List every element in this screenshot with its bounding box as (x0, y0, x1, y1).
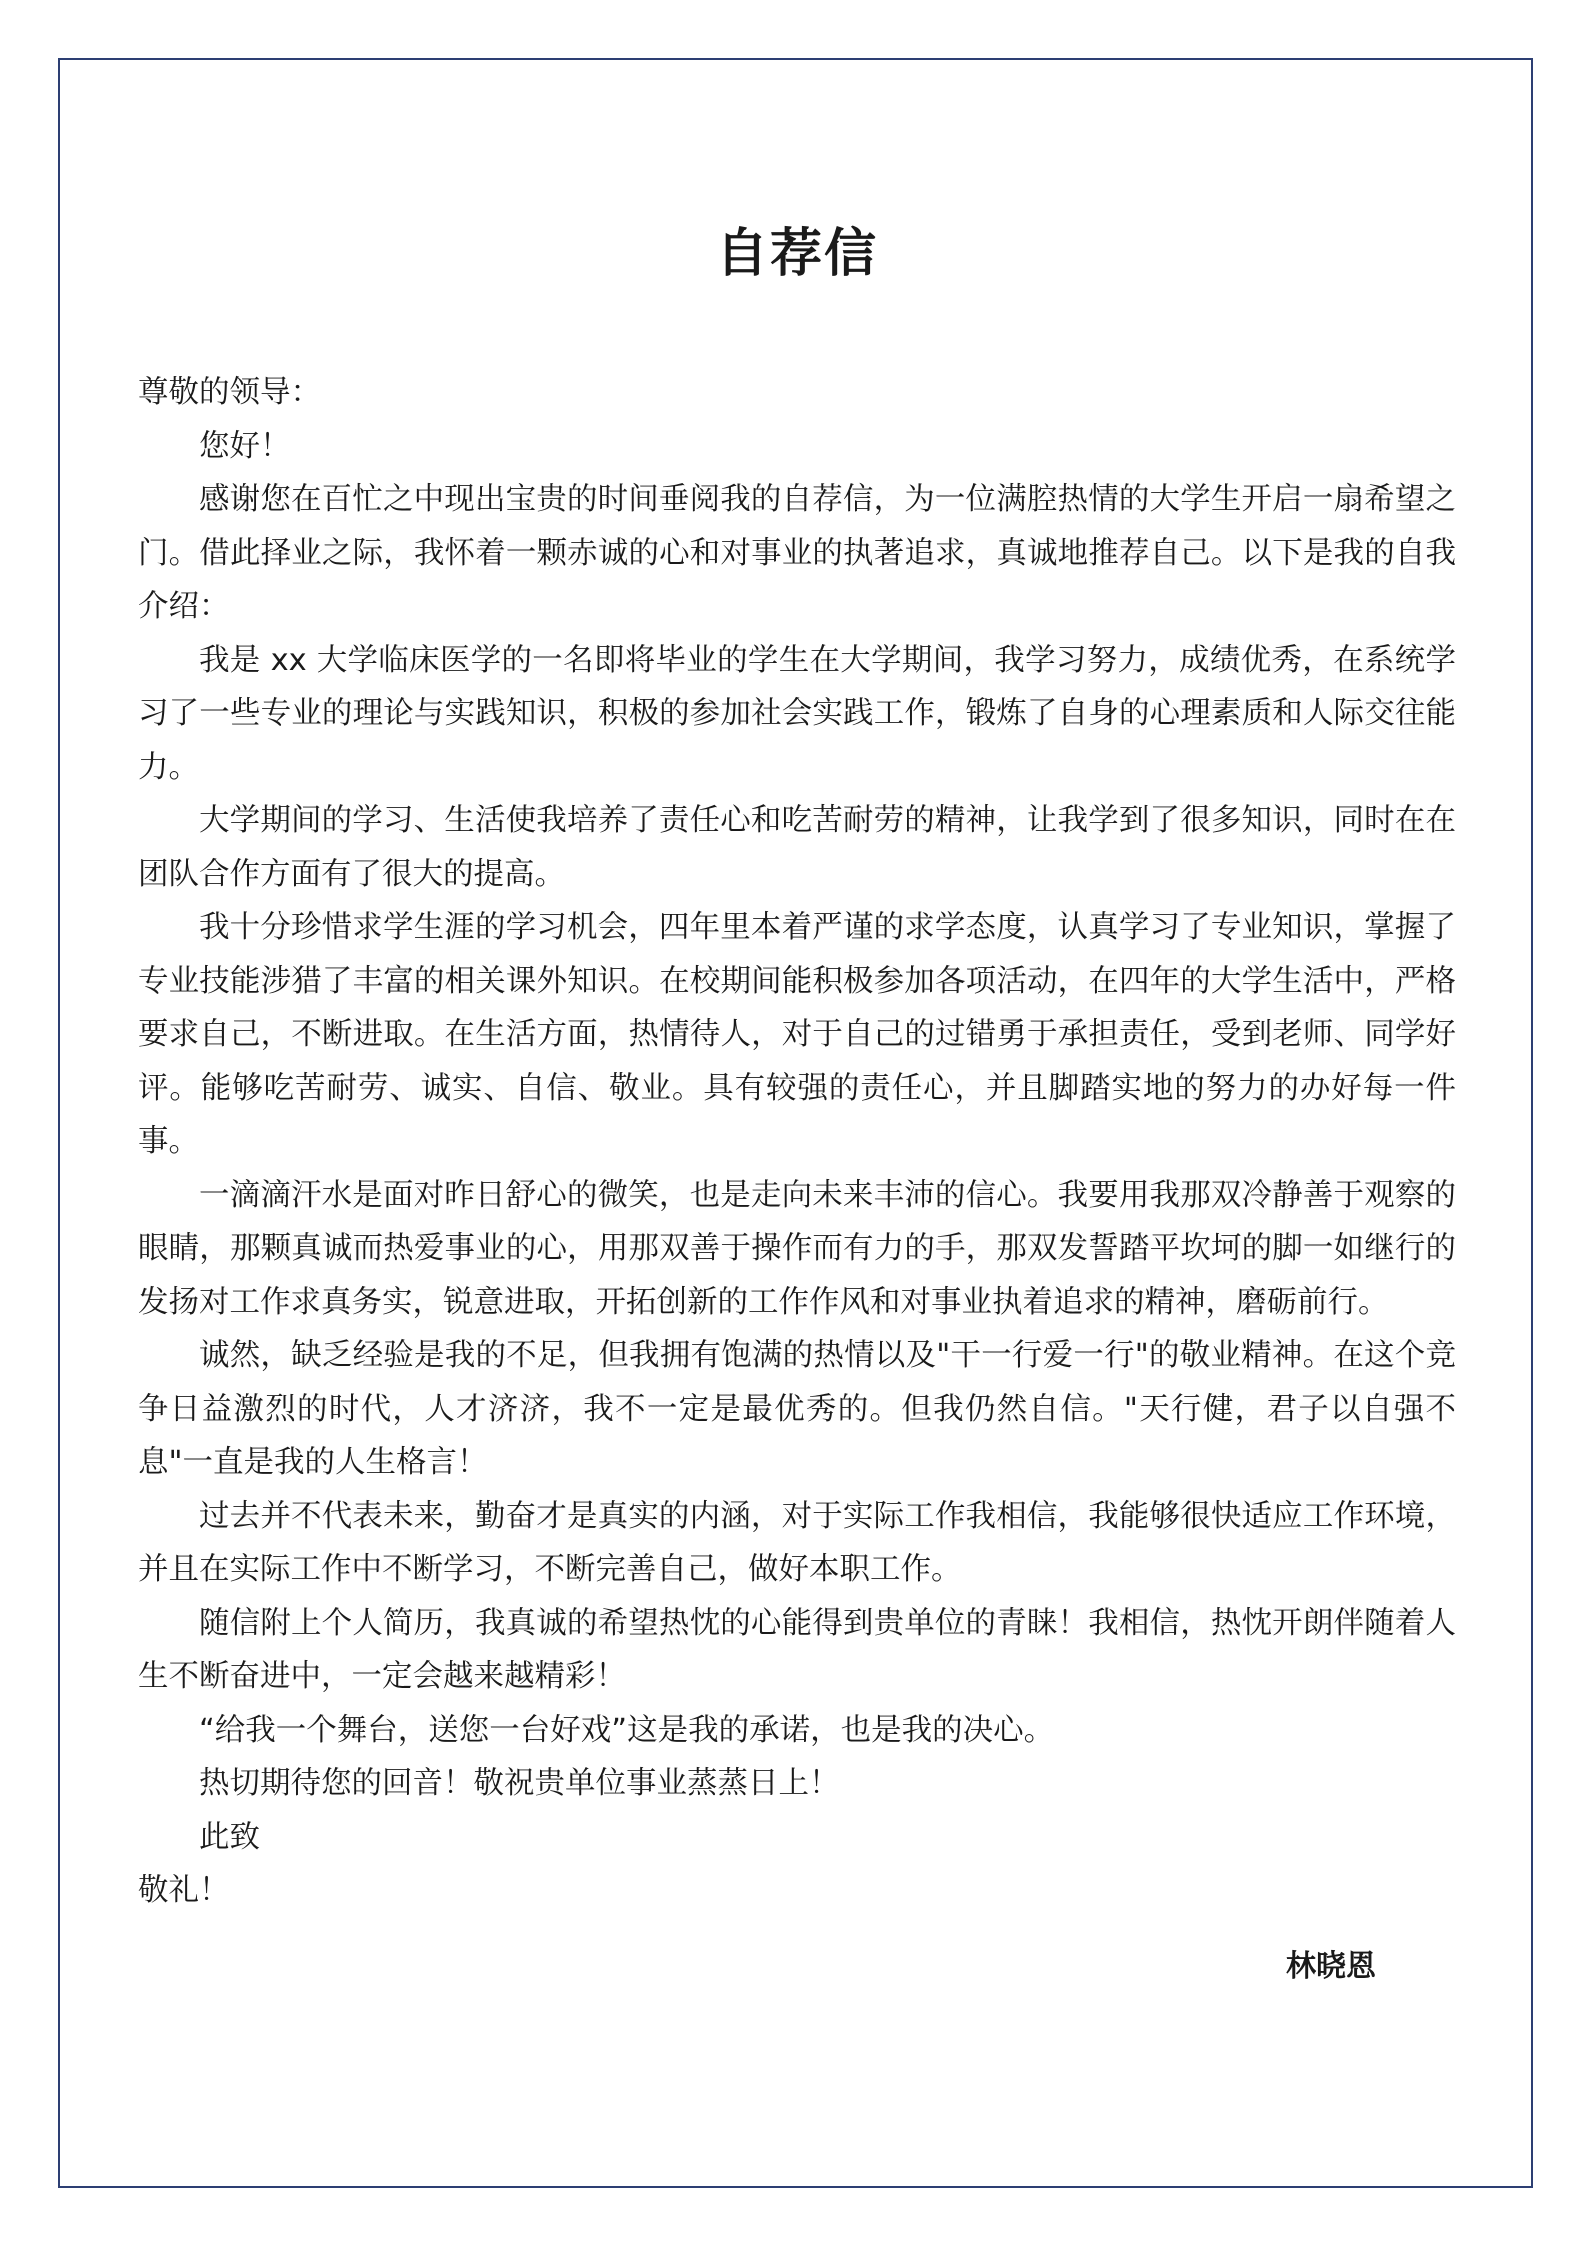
signature: 林晓恩 (1286, 1949, 1376, 1984)
paragraph-gratitude: 感谢您在百忙之中现出宝贵的时间垂阅我的自荐信，为一位满腔热情的大学生开启一扇希望之门。借此择业之际，我怀着一颗赤诚的心和对事业的执著追求，真诚地推荐自己。以下是我的自我介绍： (138, 482, 1456, 624)
salutation: 尊敬的领导： (138, 375, 321, 410)
paragraph-introduction: 我是 xx 大学临床医学的一名即将毕业的学生在大学期间，我学习努力，成绩优秀，在系统学习了一些专业的理论与实践知识，积极的参加社会实践工作，锻炼了自身的心理素质和人际交往能力。 (138, 642, 1456, 785)
paragraph-enthusiasm: 诚然，缺乏经验是我的不足，但我拥有饱满的热情以及"干一行爱一行"的敬业精神。在这个竞争日益激烈的时代，人才济济，我不一定是最优秀的。但我仍然自信。"天行健，君子以自强不息"一直是我的人生格言！ (138, 1338, 1456, 1480)
greeting: 您好！ (199, 428, 291, 464)
paragraph-study-attitude: 我十分珍惜求学生涯的学习机会，四年里本着严谨的求学态度，认真学习了专业知识，掌握了专业技能涉猎了丰富的相关课外知识。在校期间能积极参加各项活动，在四年的大学生活中，严格要求自己，不断进取。在生活方面，热情待人，对于自己的过错勇于承担责任，受到老师、同学好评。能够吃苦耐劳、诚实、自信、敬业。具有较强的责任心，并且脚踏实地的努力的办好每一件事。 (138, 910, 1456, 1159)
paragraph-university-life: 大学期间的学习、生活使我培养了责任心和吃苦耐劳的精神，让我学到了很多知识，同时在在团队合作方面有了很大的提高。 (138, 803, 1456, 892)
closing: 此致 (199, 1819, 260, 1855)
letter-title: 自荐信 (715, 224, 878, 284)
paragraph-wishes: 热切期待您的回音！敬祝贵单位事业蒸蒸日上！ (199, 1766, 840, 1801)
paragraph-diligence: 过去并不代表未来，勤奋才是真实的内涵，对于实际工作我相信，我能够很快适应工作环境，并且在实际工作中不断学习，不断完善自己，做好本职工作。 (138, 1498, 1456, 1587)
regards: 敬礼！ (138, 1873, 230, 1908)
paragraph-promise: “给我一个舞台，送您一台好戏”这是我的承诺，也是我的决心。 (199, 1712, 1055, 1748)
paragraph-resume-note: 随信附上个人简历，我真诚的希望热忱的心能得到贵单位的青睐！我相信，热忱开朗伴随着人生不断奋进中，一定会越来越精彩！ (138, 1605, 1456, 1694)
letter-body (138, 366, 1456, 1918)
paragraph-determination: 一滴滴汗水是面对昨日舒心的微笑，也是走向未来丰沛的信心。我要用我那双冷静善于观察的眼睛，那颗真诚而热爱事业的心，用那双善于操作而有力的手，那双发誓踏平坎坷的脚一如继行的发扬对工作求真务实，锐意进取，开拓创新的工作作风和对事业执着追求的精神，磨砺前行。 (138, 1177, 1456, 1320)
